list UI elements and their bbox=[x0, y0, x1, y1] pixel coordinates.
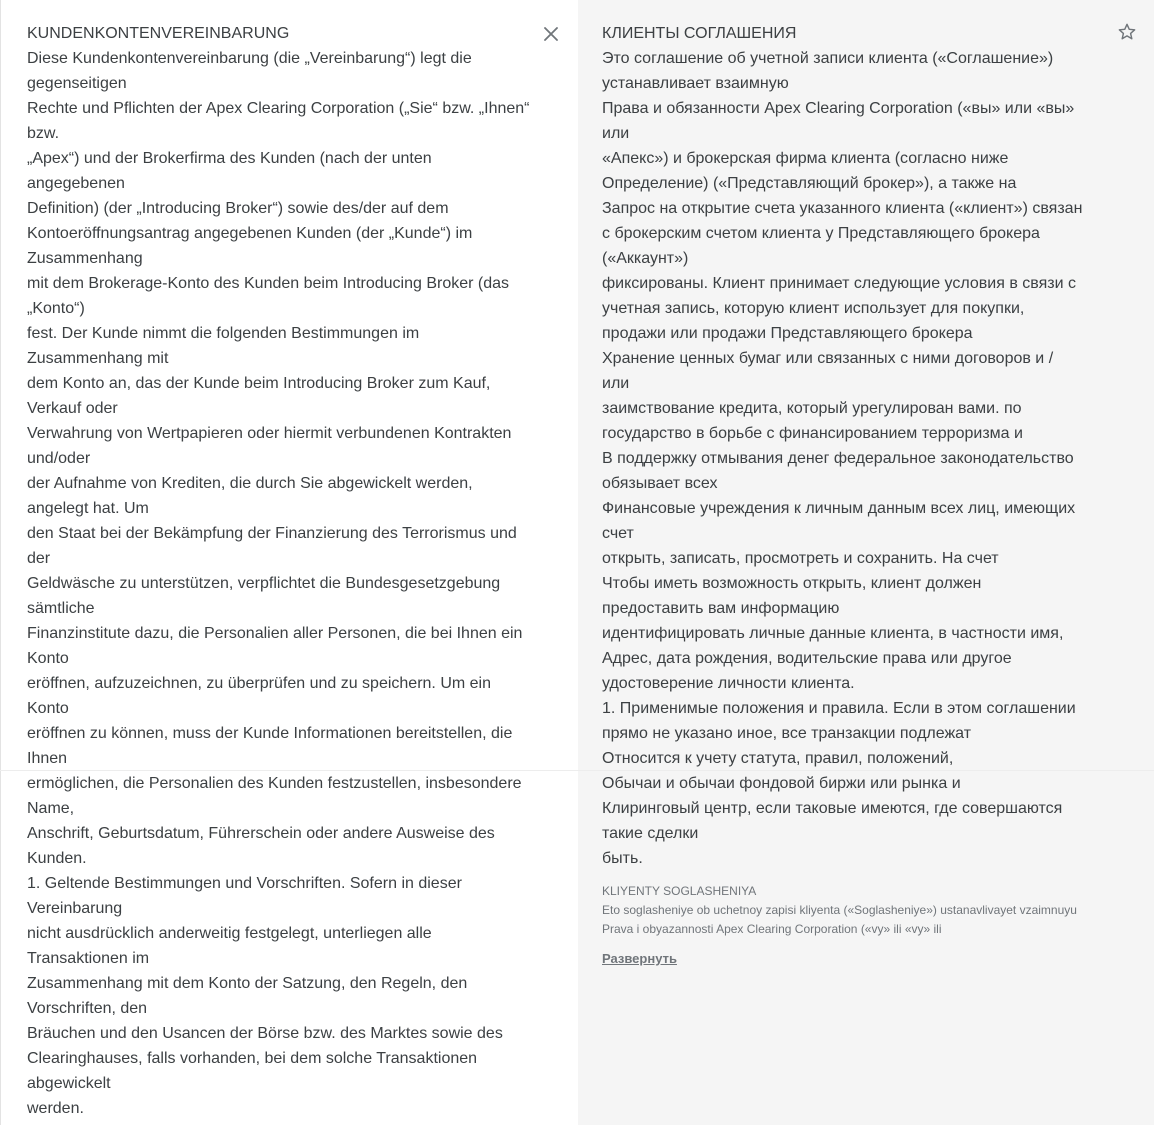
divider bbox=[0, 770, 1154, 771]
save-translation-button[interactable] bbox=[1115, 20, 1139, 44]
transliteration-text: KLIYENTY SOGLASHENIYA Eto soglasheniye ob uchetnoy zapisi kliyenta («Soglasheniye») ustanavlivayet vzaimnuyu Prava i obyazannosti Apex Clearing Corporation («vy» ili «vy» ili bbox=[602, 884, 1077, 936]
star-outline-icon bbox=[1117, 22, 1137, 42]
source-text[interactable]: KUNDENKONTENVEREINBARUNG Diese Kundenkontenvereinbarung (die „Vereinbarung“) legt die gegenseitigen Rechte und Pflichten der Apex Clearing Corporation („Sie“ bzw. „Ihnen“ bzw. „Apex“) und der Brokerfirma des Kunden (nach der unten angegebenen Definition) (der „Introducing Broker“) sowie des/der auf dem Kontoeröffnungsantrag angegebenen Kunden (der „Kunde“) im Zusammenhang mit dem Brokerage-Konto des Kunden beim Introducing Broker (das „Konto“) fest. Der Kunde nimmt die folgenden Bestimmungen im Zusammenhang mit dem Konto an, das der Kunde beim Introducing Broker zum Kauf, Verkauf oder Verwahrung von Wertpapieren oder hiermit verbundenen Kontrakten und/oder der Aufnahme von Krediten, die durch Sie abgewickelt werden, angelegt hat. Um den Staat bei der Bekämpfung der Finanzierung des Terrorismus und der Geldwäsche zu unterstützen, verpflichtet die Bundesgesetzgebung sämtliche Finanzinstitute dazu, die Personalien aller Personen, die bei Ihnen ein Konto eröffnen, aufzuzeichnen, zu überprüfen und zu speichern. Um ein Konto eröffnen zu können, muss der Kunde Informationen bereitstellen, die Ihnen ermöglichen, die Personalien des Kunden festzustellen, insbesondere Name, Anschrift, Geburtsdatum, Führerschein oder andere Ausweise des Kunden. 1. Geltende Bestimmungen und Vorschriften. Sofern in dieser Vereinbarung nicht ausdrücklich anderweitig festgelegt, unterliegen alle Transaktionen im Zusammenhang mit dem Konto der Satzung, den Regeln, den Vorschriften, den Bräuchen und den Usancen der Börse bzw. des Marktes sowie des Clearinghauses, falls vorhanden, bei dem solche Transaktionen abgewickelt werden. bbox=[27, 25, 530, 1117]
clear-source-button[interactable] bbox=[539, 22, 563, 46]
translated-text: КЛИЕНТЫ СОГЛАШЕНИЯ Это соглашение об учетной записи клиента («Соглашение») устанавливает взаимную Права и обязанности Apex Clearing Corporation («вы» или «вы» или «Апекс») и брокерская фирма клиента (согласно ниже Определение) («Представляющий брокер»), а также на Запрос на открытие счета указанного клиента («клиент») связан с брокерским счетом клиента у Представляющего брокера («Аккаунт») фиксированы. Клиент принимает следующие условия в связи с учетная запись, которую клиент использует для покупки, продажи или продажи Представляющего брокера Хранение ценных бумаг или связанных с ними договоров и / или заимствование кредита, который урегулирован вами. по государство в борьбе с финансированием терроризма и В поддержку отмывания денег федеральное законодательство обязывает всех Финансовые учреждения к личным данным всех лиц, имеющих счет открыть, записать, просмотреть и сохранить. На счет Чтобы иметь возможность открыть, клиент должен предоставить вам информацию идентифицировать личные данные клиента, в частности имя, Адрес, дата рождения, водительские права или другое удостоверение личности клиента. 1. Применимые положения и правила. Если в этом соглашении прямо не указано иное, все транзакции подлежат Относится к учету статута, правил, положений, Обычаи и обычаи фондовой биржи или рынка и Клиринговый центр, если таковые имеются, где совершаются такие сделки быть. bbox=[602, 25, 1083, 867]
close-icon bbox=[544, 27, 558, 41]
transliteration-block bbox=[602, 882, 1122, 969]
expand-transliteration-link[interactable]: Развернуть bbox=[602, 951, 677, 966]
translation-panel bbox=[578, 0, 1154, 1125]
